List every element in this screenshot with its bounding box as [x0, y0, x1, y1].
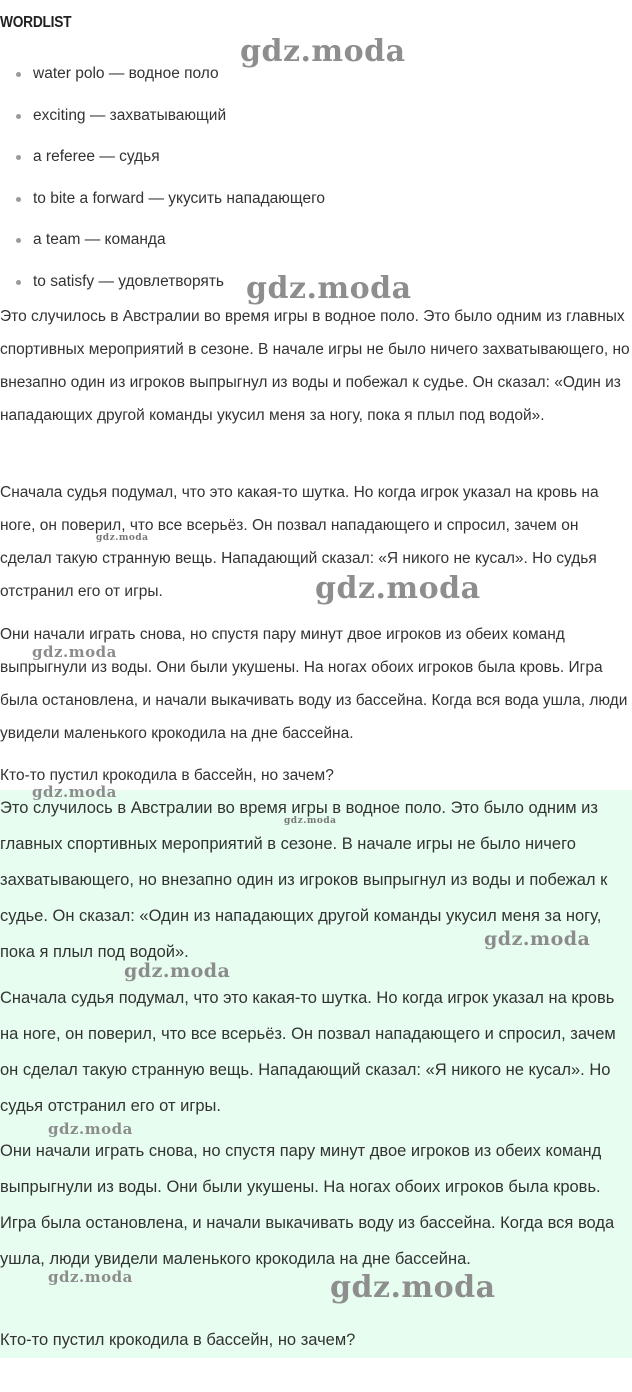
watermark-logo: gdz.moda	[32, 783, 117, 801]
text-paragraph-2: Сначала судья подумал, что это какая-то шутка. Но когда игрок указал на кровь на ноге, он поверил, что все всерьёз. Он позвал нападающего и спросил, зачем он сделал такую странную вещь. Нападающий сказал: «Я никого не кусал». Но судья отстранил его от игры.	[0, 484, 599, 600]
translation-paragraph-3: Они начали играть снова, но спустя пару минут двое игроков из обеих команд выпрыгнули из воды. Они были укушены. На ногах обоих игроков была кровь. Игра была остановлена, и начали выкачивать воду из бассейна. Когда вся вода ушла, люди увидели маленького крокодила на дне бассейна.	[0, 1142, 615, 1268]
text-paragraph-4: Кто-то пустил крокодила в бассейн, но зачем?	[0, 767, 334, 784]
bullet-icon	[16, 72, 21, 77]
watermark-logo: gdz.moda	[96, 533, 149, 543]
wordlist-item: a referee — судья	[0, 145, 632, 187]
bullet-icon	[16, 155, 21, 160]
watermark-logo: gdz.moda	[284, 816, 337, 826]
wordlist-item: to bite a forward — укусить нападающего	[0, 187, 632, 229]
wordlist-heading: WORDLIST	[0, 14, 72, 31]
watermark-logo: gdz.moda	[246, 271, 412, 306]
wordlist-item: exciting — захватывающий	[0, 104, 632, 146]
bullet-icon	[16, 280, 21, 285]
watermark-logo: gdz.moda	[32, 643, 117, 661]
watermark-logo: gdz.moda	[240, 34, 406, 69]
wordlist-item: water polo — водное поло	[0, 62, 632, 104]
wordlist-item: a team — команда	[0, 228, 632, 270]
text-paragraph-3: Они начали играть снова, но спустя пару минут двое игроков из обеих команд выпрыгнули из воды. Они были укушены. На ногах обоих игроков была кровь. Игра была остановлена, и начали выкачивать воду из бассейна. Когда вся вода ушла, люди увидели маленького крокодила на дне бассейна.	[0, 626, 628, 742]
watermark-logo: gdz.moda	[330, 1270, 496, 1305]
watermark-logo: gdz.moda	[48, 1120, 133, 1138]
wordlist-item: to satisfy — удовлетворять	[0, 270, 632, 312]
bullet-icon	[16, 114, 21, 119]
watermark-logo: gdz.moda	[315, 571, 481, 606]
translation-paragraph-1: Это случилось в Австралии во время игры в водное поло. Это было одним из главных спортивных мероприятий в сезоне. В начале игры не было ничего захватывающего, но внезапно один из игроков выпрыгнул из воды и побежал к судье. Он сказал: «Один из нападающих другой команды укусил меня за ногу, пока я плыл под водой».	[0, 799, 608, 961]
bullet-icon	[16, 197, 21, 202]
translation-paragraph-4: Кто-то пустил крокодила в бассейн, но зачем?	[0, 1331, 356, 1349]
watermark-logo: gdz.moda	[484, 928, 591, 950]
text-paragraph-1: Это случилось в Австралии во время игры в водное поло. Это было одним из главных спортивных мероприятий в сезоне. В начале игры не было ничего захватывающего, но внезапно один из игроков выпрыгнул из воды и побежал к судье. Он сказал: «Один из нападающих другой команды укусил меня за ногу, пока я плыл под водой».	[0, 308, 630, 424]
bullet-icon	[16, 238, 21, 243]
watermark-logo: gdz.moda	[48, 1268, 133, 1286]
watermark-logo: gdz.moda	[124, 960, 231, 982]
translation-paragraph-2: Сначала судья подумал, что это какая-то шутка. Но когда игрок указал на кровь на ноге, он поверил, что все всерьёз. Он позвал нападающего и спросил, зачем он сделал такую странную вещь. Нападающий сказал: «Я никого не кусал». Но судья отстранил его от игры.	[0, 989, 616, 1115]
